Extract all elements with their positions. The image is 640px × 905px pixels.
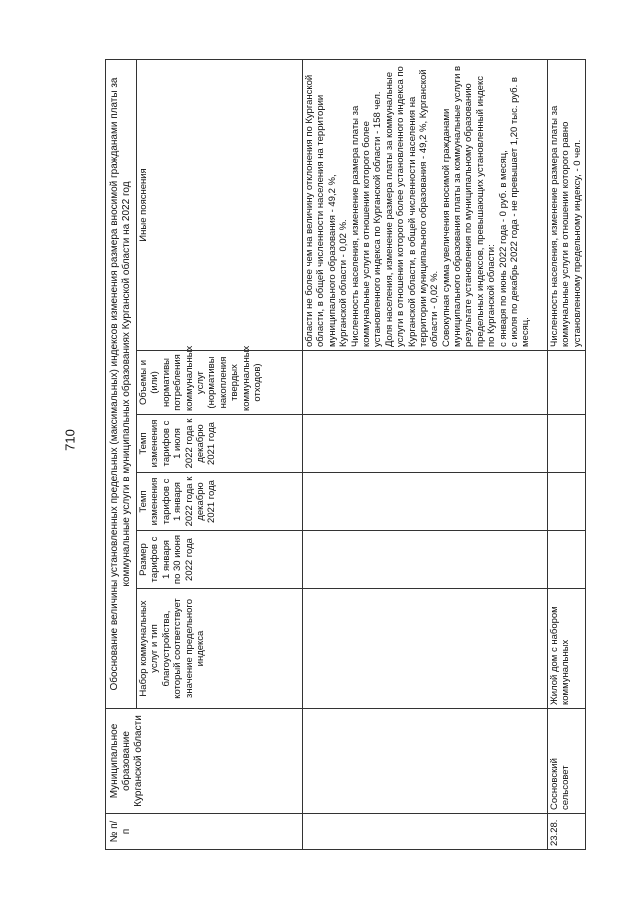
cont-tariff-size bbox=[303, 531, 548, 589]
cont-municipality bbox=[303, 709, 548, 814]
header-notes: Иные пояснения bbox=[137, 59, 303, 350]
row-23-28-tariff-change-jul bbox=[548, 415, 586, 473]
tariff-index-table bbox=[105, 59, 586, 850]
note-line: Курганской области - 0,02 %. bbox=[338, 219, 350, 347]
row-23-28-service-set: Жилой дом с набором коммунальных bbox=[548, 589, 586, 709]
note-line: области не более чем на величину отклонения по Курганской области, в общей численности населения на территории муниципального образования - 49,2 %, bbox=[304, 74, 338, 347]
note-line: Совокупная сумма увеличения вносимой гражданами муниципального образования платы за коммунальные услуги в результате установления по муниципальному образованию предельных индексов, превышающих установленный индекс по Курганской области: bbox=[440, 65, 498, 347]
table-title: Обоснование величины установленных предельных (максимальных) индексов изменения размера вносимой гражданами платы за коммунальные услуги в муниципальных образованиях Курганской области на 2022 год bbox=[106, 59, 137, 708]
page-number: 710 bbox=[62, 429, 78, 451]
row-23-28-tariff-size bbox=[548, 531, 586, 589]
row-23-28-volumes bbox=[548, 351, 586, 415]
rotated-table-container bbox=[105, 60, 585, 850]
header-volumes: Объемы и (или) нормативы потребления коммунальных услуг (нормативы накопления твердых коммунальных отходов) bbox=[137, 351, 303, 415]
row-23-28-tariff-change-jan bbox=[548, 473, 586, 531]
row-23-28-municipality: Сосновский сельсовет bbox=[548, 709, 586, 814]
cont-num bbox=[303, 814, 548, 850]
cont-tariff-change-jan bbox=[303, 473, 548, 531]
row-23-28-num: 23.28. bbox=[548, 814, 586, 850]
continuation-notes bbox=[303, 59, 548, 350]
note-line: с января по июнь 2022 года - 0 руб. в месяц, bbox=[497, 150, 509, 347]
note-line: с июля по декабрь 2022 года - не превышает 1,20 тыс. руб. в месяц. bbox=[509, 77, 532, 347]
cont-tariff-change-jul bbox=[303, 415, 548, 473]
row-23-28-note: Численность населения, изменение размера платы за коммунальные услуги в отношении которого равно установленному предельному индексу, - 0 чел. bbox=[548, 59, 586, 350]
cont-service-set bbox=[303, 589, 548, 709]
header-num: № п/п bbox=[106, 814, 303, 850]
note-line: Доля населения, изменение размера платы за коммунальные услуги в отношении которого более установленного индекса по Курганской области, в общей численности населения на территории муниципального образования - 49,2 %, Курганской области - 0,02 %. bbox=[383, 66, 441, 347]
header-tariff-change-jan: Темп изменения тарифов с 1 января 2022 года к декабрю 2021 года bbox=[137, 473, 303, 531]
cont-volumes bbox=[303, 351, 548, 415]
header-tariff-change-jul: Темп изменения тарифов с 1 июля 2022 года к декабрю 2021 года bbox=[137, 415, 303, 473]
note-line: Численность населения, изменение размера платы за коммунальные услуги в отношении которого более установленного индекса по Курганской области - 158 чел. bbox=[349, 91, 384, 347]
header-municipality: Муниципальное образование Курганской области bbox=[106, 709, 303, 814]
header-service-set: Набор коммунальных услуг и тип благоустройства, который соответствует значение предельного индекса bbox=[137, 589, 303, 709]
header-tariff-size: Размер тарифов с 1 января по 30 июня 2022 года bbox=[137, 531, 303, 589]
